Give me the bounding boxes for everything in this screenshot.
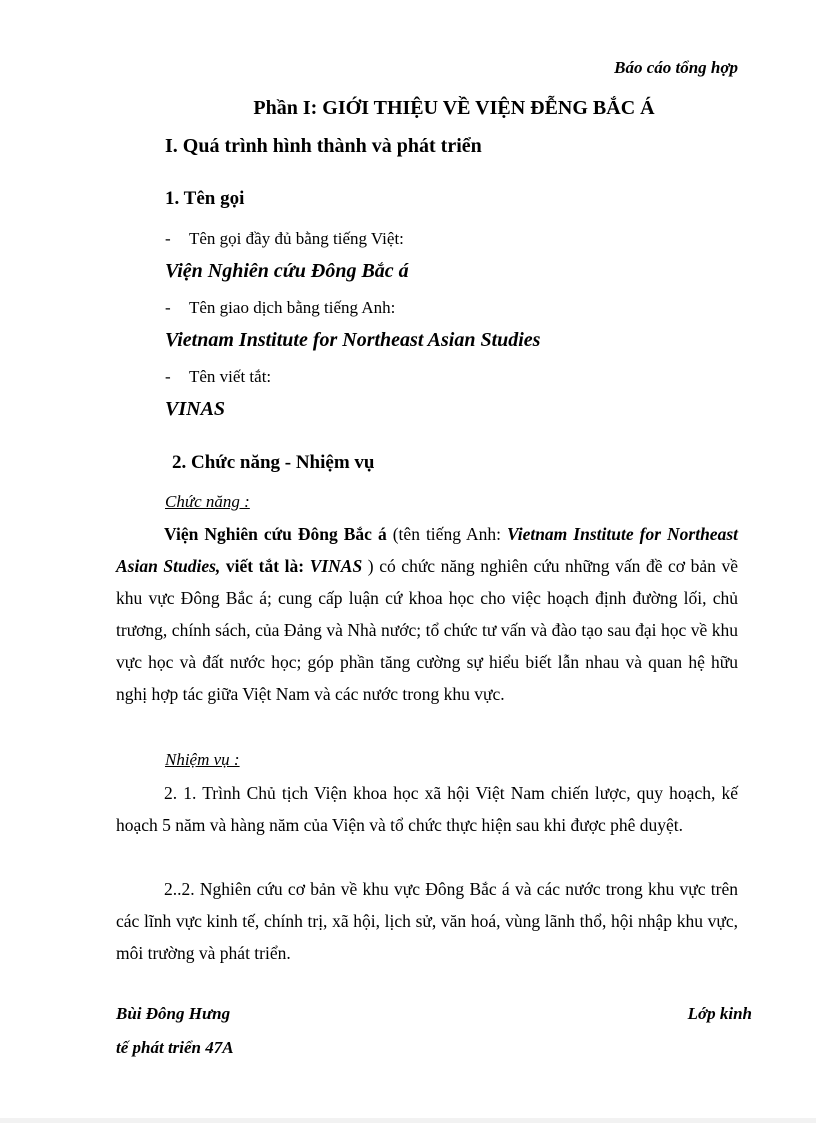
task-2-text: 2..2. Nghiên cứu cơ bản về khu vực Đông Bắc á và các nước trong khu vực trên các lĩnh vực kinh tế, chính trị, xã hội, lịch sử, văn hoá, vùng lãnh thổ, hội nhập khu vực, môi trường và phát triển. xyxy=(116,879,738,963)
task-paragraph-2 xyxy=(116,873,738,969)
bullet-dash: - xyxy=(165,298,171,317)
part-title: Phần I: GIỚI THIỆU VỀ VIỆN ĐỄNG BẮC Á xyxy=(253,97,655,119)
abbr-value: VINAS xyxy=(165,398,226,420)
task-label: Nhiệm vụ : xyxy=(165,750,240,769)
paragraph-text: (tên tiếng Anh: xyxy=(386,524,507,544)
paragraph-text: viết tắt là: xyxy=(220,556,310,576)
institute-name: Viện Nghiên cứu Đông Bắc á xyxy=(164,524,387,544)
function-section-title: 2. Chức năng - Nhiệm vụ xyxy=(172,452,375,473)
task-1-text: 2. 1. Trình Chủ tịch Viện khoa học xã hội Việt Nam chiến lược, quy hoạch, kế hoạch 5 năm và hàng năm của Viện và tổ chức thực hiện sau khi được phê duyệt. xyxy=(116,783,738,835)
bullet-dash: - xyxy=(165,229,171,248)
task-paragraph-1 xyxy=(116,777,738,841)
en-bullet xyxy=(165,298,395,318)
class-name-part1: Lớp kinh xyxy=(687,1004,752,1023)
function-label: Chức năng : xyxy=(165,492,250,511)
en-value: Vietnam Institute for Northeast Asian Studies xyxy=(165,329,541,351)
abbr-label: Tên viết tắt: xyxy=(189,367,272,386)
paragraph-text: ) có chức năng nghiên cứu những vấn đề cơ bản về khu vực Đông Bắc á; cung cấp luận cứ khoa học cho việc hoạch định đường lối, chủ trương, chính sách, của Đảng và Nhà nước; tổ chức tư vấn và đào tạo sau đại học về khu vực học và đất nước học; góp phần tăng cường sự hiểu biết lẫn nhau và quan hệ hữu nghị hợp tác giữa Việt Nam và các nước trong khu vực. xyxy=(116,556,738,704)
institute-abbr: VINAS xyxy=(309,556,363,576)
bullet-dash: - xyxy=(165,367,171,386)
report-label: Báo cáo tổng hợp xyxy=(614,58,738,77)
en-label: Tên giao dịch bằng tiếng Anh: xyxy=(189,298,396,317)
full-vn-bullet xyxy=(165,229,404,249)
institute-en-name: Vietnam Institute for Northeast Asian Studies, xyxy=(116,524,739,576)
name-section-title: 1. Tên gọi xyxy=(165,188,245,209)
function-paragraph xyxy=(116,518,738,710)
author-name: Bùi Đông Hưng xyxy=(116,1004,231,1023)
class-name-part2: tế phát triển 47A xyxy=(116,1038,234,1057)
abbr-bullet xyxy=(165,367,271,387)
page-bottom-edge xyxy=(0,1118,816,1123)
section1-title: I. Quá trình hình thành và phát triển xyxy=(165,135,482,157)
full-vn-value: Viện Nghiên cứu Đông Bắc á xyxy=(165,260,409,282)
full-vn-label: Tên gọi đầy đủ bằng tiếng Việt: xyxy=(189,229,404,248)
